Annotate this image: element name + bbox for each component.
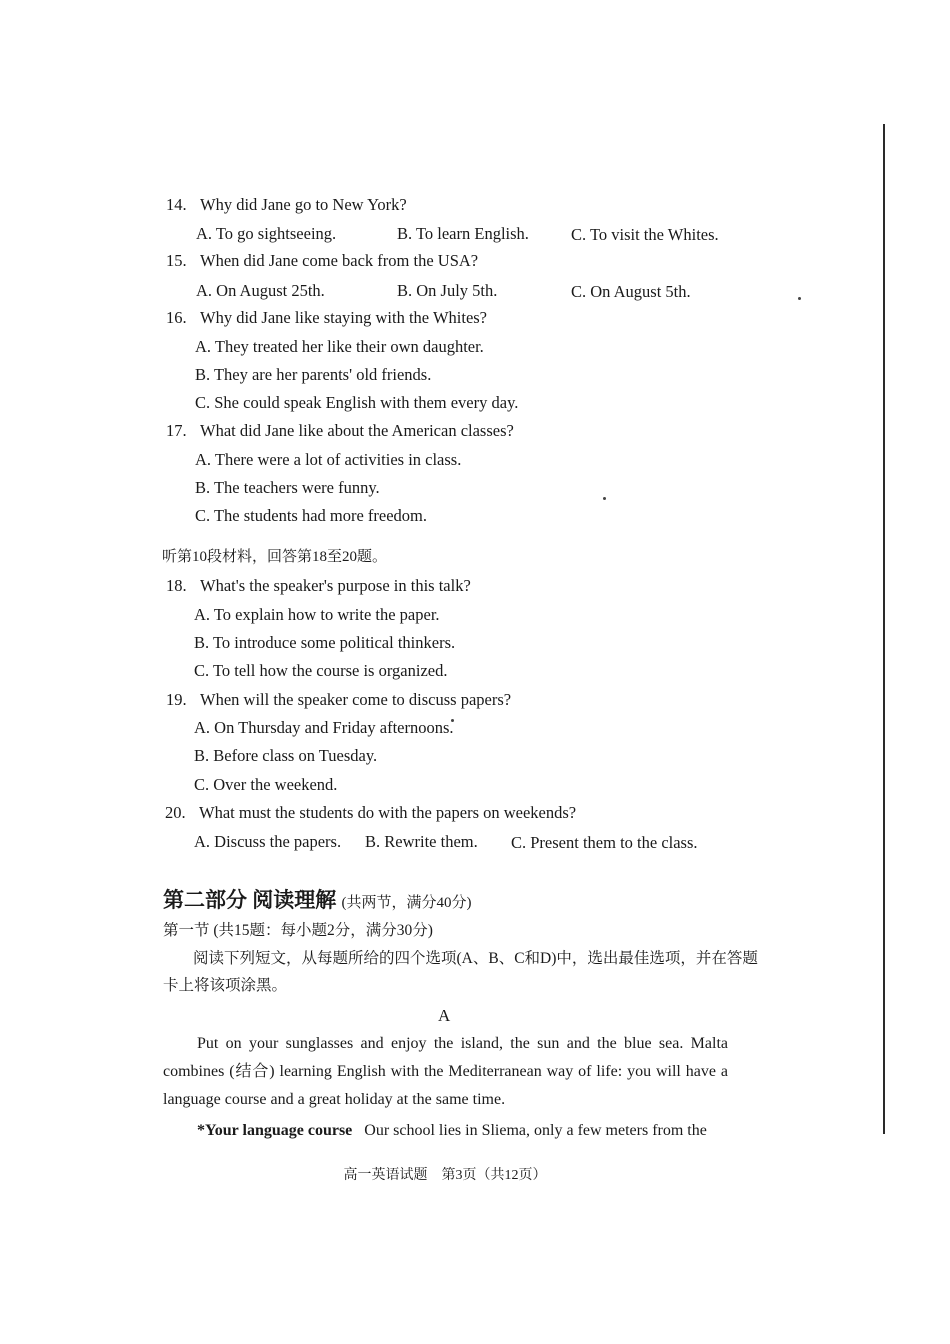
- option-17a: A. There were a lot of activities in class.: [195, 450, 462, 469]
- option-18c: C. To tell how the course is organized.: [194, 661, 448, 680]
- option-19a: A. On Thursday and Friday afternoons.: [194, 718, 454, 737]
- part2-note: (共两节，满分40分): [341, 895, 472, 911]
- option-15a: A. On August 25th.: [196, 281, 325, 300]
- reading-instruction-line1: 阅读下列短文，从每题所给的四个选项(A、B、C和D)中，选出最佳选项，并在答题: [193, 950, 758, 967]
- reading-instruction-line2: 卡上将该项涂黑。: [163, 977, 288, 994]
- option-20c: C. Present them to the class.: [511, 833, 698, 852]
- passage-label: A: [438, 1006, 451, 1025]
- section1-title: 第一节 (共15题：每小题2分，满分30分): [163, 922, 433, 939]
- listening-instruction: 听第10段材料，回答第18至20题。: [162, 549, 388, 565]
- question-18: 18. What's the speaker's purpose in this talk?: [166, 576, 471, 595]
- scan-page-edge: [883, 124, 885, 1134]
- question-15: 15. When did Jane come back from the USA?: [166, 251, 479, 270]
- option-18a: A. To explain how to write the paper.: [194, 605, 440, 624]
- option-18b: B. To introduce some political thinkers.: [194, 633, 456, 652]
- option-17c: C. The students had more freedom.: [195, 506, 428, 525]
- question-14: 14. Why did Jane go to New York?: [166, 195, 407, 214]
- scan-speck: [603, 497, 606, 500]
- option-14b: B. To learn English.: [397, 224, 529, 243]
- option-16a: A. They treated her like their own daughter.: [195, 337, 484, 356]
- option-19c: C. Over the weekend.: [194, 775, 338, 794]
- question-20: 20. What must the students do with the papers on weekends?: [165, 803, 577, 822]
- option-14a: A. To go sightseeing.: [196, 224, 337, 243]
- question-16: 16. Why did Jane like staying with the Whites?: [166, 308, 488, 327]
- part2-title: 第二部分 阅读理解 (共两节，满分40分): [163, 888, 472, 912]
- option-14c: C. To visit the Whites.: [571, 225, 719, 244]
- option-19b: B. Before class on Tuesday.: [194, 746, 378, 765]
- paragraph-heading: *Your language course: [197, 1122, 353, 1139]
- passage-paragraph-1: Put on your sunglasses and enjoy the island, the sun and the blue sea. Malta combines (结合) learning English with the Mediterranean way of life: you will have a language course and a great holiday at the same time.: [163, 1035, 728, 1108]
- passage-paragraph-2: *Your language course Our school lies in Sliema, only a few meters from the: [197, 1122, 707, 1139]
- scan-speck: [798, 297, 801, 300]
- page-footer: 高一英语试题 第3页（共12页）: [343, 1168, 547, 1183]
- option-17b: B. The teachers were funny.: [195, 478, 380, 497]
- option-16c: C. She could speak English with them every day.: [195, 393, 519, 412]
- option-20b: B. Rewrite them.: [365, 832, 478, 851]
- option-15c: C. On August 5th.: [571, 282, 691, 301]
- option-16b: B. They are her parents' old friends.: [195, 365, 432, 384]
- option-15b: B. On July 5th.: [397, 281, 498, 300]
- question-19: 19. When will the speaker come to discuss papers?: [166, 690, 512, 709]
- option-20a: A. Discuss the papers.: [194, 832, 342, 851]
- question-17: 17. What did Jane like about the American classes?: [166, 421, 514, 440]
